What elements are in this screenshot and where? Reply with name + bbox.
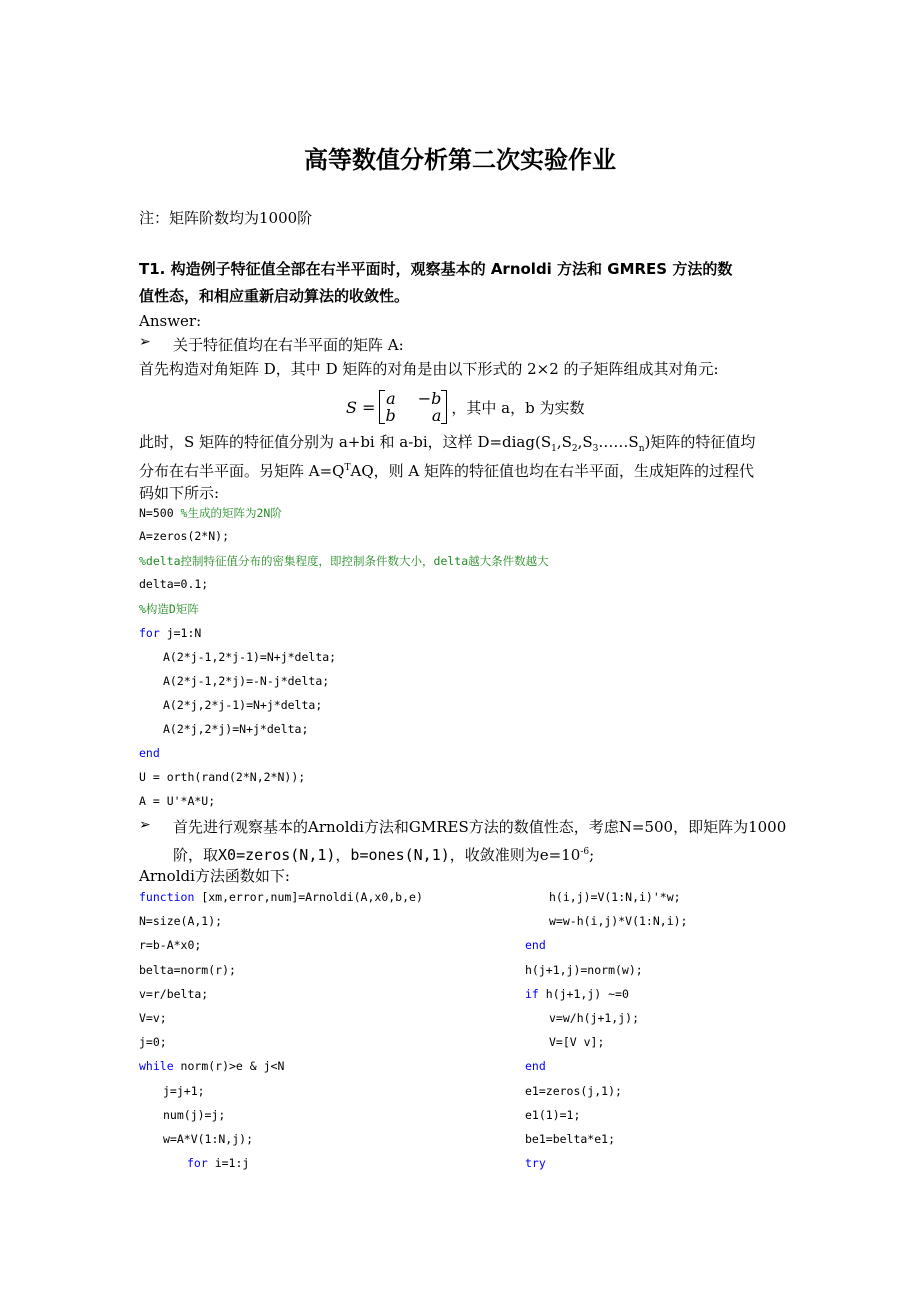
code-line	[163, 674, 329, 688]
code-line	[139, 938, 201, 952]
text: 分布在右半平面。另矩阵 A=Q	[139, 462, 345, 480]
code-line	[525, 938, 546, 952]
code-keyword: for	[187, 1156, 208, 1171]
sub: 2	[571, 444, 578, 454]
code-line	[139, 963, 236, 977]
code-text: A=zeros(2*N);	[139, 529, 230, 544]
code-line	[525, 1108, 580, 1122]
bullet-arrow-icon: ➢	[139, 817, 151, 833]
code-text: [xm,error,num]=Arnoldi(A,x0,b,e)	[194, 890, 423, 904]
code-line	[139, 1011, 167, 1025]
m11: a	[386, 389, 396, 408]
sub: 3	[592, 444, 599, 454]
code-line	[139, 601, 199, 617]
code-keyword: end	[525, 1059, 546, 1074]
code-line	[525, 1059, 546, 1073]
formula-lhs: S =	[346, 397, 376, 417]
para-line-3: 码如下所示:	[139, 484, 220, 502]
code-text: A(2*j,2*j)=N+j*delta;	[163, 721, 309, 736]
arnoldi-label: Arnoldi方法函数如下:	[139, 867, 290, 885]
code-text: e1(1)=1;	[525, 1107, 581, 1122]
para-line-2	[139, 456, 754, 483]
code-line	[549, 1011, 639, 1025]
code-comment: %生成的矩阵为2N阶	[180, 506, 282, 520]
m21: b	[385, 406, 396, 425]
code-line	[139, 505, 282, 521]
text: 此时，S 矩阵的特征值分别为 a+bi 和 a-bi，这样 D=diag(S	[139, 433, 552, 451]
code-line	[139, 1035, 167, 1049]
code-text: num(j)=j;	[163, 1107, 226, 1122]
code-line	[139, 890, 423, 904]
code-text: w=w-h(i,j)*V(1:N,i);	[549, 914, 688, 929]
page-title: 高等数值分析第二次实验作业	[304, 146, 616, 174]
code-line	[139, 770, 305, 784]
code-text: V=[V v];	[549, 1035, 605, 1050]
code-keyword: function	[139, 890, 195, 904]
code-text: h(j+1,j)=norm(w);	[525, 962, 643, 977]
answer-label: Answer:	[139, 312, 202, 330]
code-line	[163, 1132, 253, 1146]
question-t1-line2: 值性态，和相应重新启动算法的收敛性。	[139, 287, 410, 305]
sub: n	[638, 444, 645, 454]
code-text: A(2*j-1,2*j-1)=N+j*delta;	[163, 649, 337, 664]
matrix-s	[379, 390, 447, 424]
code-line	[525, 1156, 546, 1170]
code-line	[525, 1084, 622, 1098]
code-text: j=1:N	[159, 625, 202, 640]
code-comment: %delta控制特征值分布的密集程度，即控制条件数大小，delta越大条件数越大	[139, 554, 549, 569]
code-line	[139, 914, 222, 928]
code-line	[163, 1084, 205, 1098]
code-text: A(2*j,2*j-1)=N+j*delta;	[163, 697, 323, 712]
code-text: be1=belta*e1;	[525, 1132, 616, 1146]
code-line	[139, 1059, 284, 1073]
code-text: h(i,j)=V(1:N,i)'*w;	[549, 890, 681, 904]
code-text: A = U'*A*U;	[139, 794, 216, 809]
code-line	[139, 529, 229, 543]
question-t1-line1: T1. 构造例子特征值全部在右半平面时，观察基本的 Arnoldi 方法和 GMRES 方法的数	[139, 260, 733, 278]
text: AQ，则 A 矩阵的特征值也均在右半平面，生成矩阵的过程代	[350, 462, 754, 480]
code-keyword: while	[139, 1059, 174, 1074]
code-text: i=1:j	[207, 1156, 250, 1171]
code-line	[139, 626, 201, 640]
code-line	[139, 746, 160, 760]
code-line	[525, 963, 643, 977]
text: ，收敛准则为e=10	[449, 846, 581, 864]
intro-text: 首先构造对角矩阵 D，其中 D 矩阵的对角是由以下形式的 2×2 的子矩阵组成其对角元:	[139, 360, 719, 378]
sup: T	[344, 463, 351, 473]
code-line	[163, 650, 336, 664]
code-keyword: end	[139, 746, 160, 760]
text: 阶，取	[173, 846, 219, 864]
code-line	[525, 987, 629, 1001]
m12: −b	[417, 389, 442, 408]
code-text: U = orth(rand(2*N,2*N));	[139, 770, 306, 785]
code-keyword: if	[525, 986, 539, 1001]
code-text: N=size(A,1);	[139, 914, 223, 929]
code-keyword: try	[525, 1156, 546, 1171]
code-keyword: for	[139, 625, 160, 640]
m22: a	[431, 406, 442, 425]
sub: 1	[551, 444, 557, 454]
bullet-text-1: 关于特征值均在右半平面的矩阵 A:	[173, 336, 404, 354]
code-text: j=0;	[139, 1035, 167, 1050]
code-text: w=A*V(1:N,j);	[163, 1132, 254, 1146]
exponent: -6	[580, 847, 590, 857]
code-text: norm(r)>e & j<N	[173, 1059, 285, 1074]
bullet-text-2-line1: 首先进行观察基本的Arnoldi方法和GMRES方法的数值性态，考虑N=500，即矩阵为1000	[173, 818, 787, 836]
inline-code: X0=zeros(N,1)，b=ones(N,1)	[218, 846, 450, 864]
code-line	[549, 890, 681, 904]
code-text: j=j+1;	[163, 1083, 205, 1098]
code-keyword: end	[525, 938, 546, 953]
code-text: v=w/h(j+1,j);	[549, 1011, 640, 1025]
matrix-formula	[346, 390, 584, 424]
code-text: delta=0.1;	[139, 577, 209, 592]
note: 注：矩阵阶数均为1000阶	[139, 209, 313, 227]
code-line	[163, 698, 322, 712]
code-line	[139, 577, 208, 591]
code-line	[139, 794, 215, 808]
code-text: A(2*j-1,2*j)=-N-j*delta;	[163, 673, 330, 688]
code-text: N=500	[139, 506, 181, 520]
code-text: h(j+1,j) ~=0	[538, 986, 629, 1001]
code-text: V=v;	[139, 1011, 167, 1025]
formula-suffix: ，其中 a，b 为实数	[451, 398, 585, 417]
code-line	[549, 914, 687, 928]
code-text: v=r/belta;	[139, 986, 209, 1001]
code-text: e1=zeros(j,1);	[525, 1083, 622, 1098]
code-comment: %构造D矩阵	[139, 602, 199, 617]
text: 矩阵的特征值均	[650, 433, 756, 451]
code-line	[139, 553, 549, 569]
code-line	[163, 722, 308, 736]
code-line	[525, 1132, 615, 1146]
code-text: belta=norm(r);	[139, 962, 236, 977]
code-line	[139, 987, 208, 1001]
code-text: r=b-A*x0;	[139, 938, 202, 953]
bullet-arrow-icon: ➢	[139, 334, 151, 350]
code-line	[549, 1035, 604, 1049]
text: ;	[589, 846, 595, 864]
bullet-text-2-line2	[173, 840, 594, 867]
code-line	[187, 1156, 249, 1170]
code-line	[163, 1108, 225, 1122]
para-line-1: 此时，S 矩阵的特征值分别为 a+bi 和 a-bi，这样 $D=diag(S_1,S_2,S_3\dots\dots S_n)$矩阵的特征值均	[139, 433, 756, 454]
